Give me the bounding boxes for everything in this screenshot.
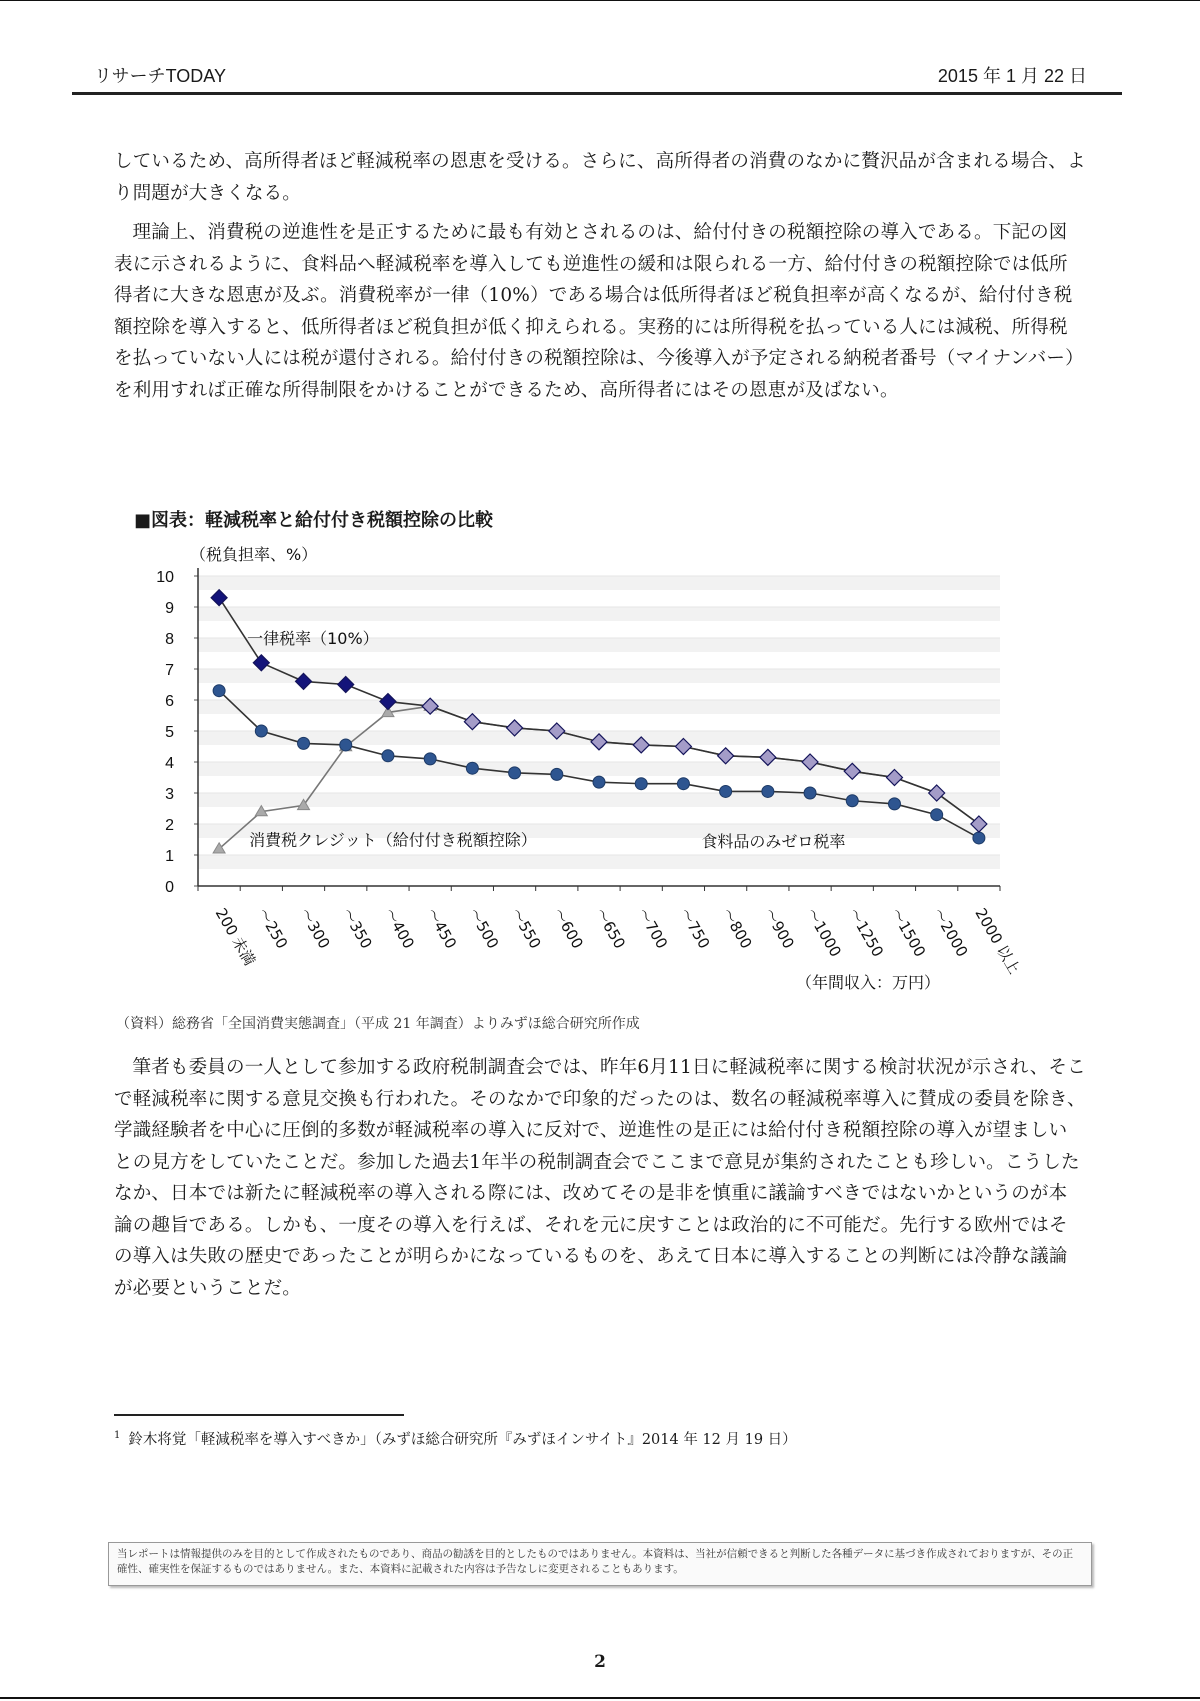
footnote-text: 鈴木将覚「軽減税率を導入すべきか」（みずほ総合研究所『みずほインサイト』2014 年 12 月 19 日） xyxy=(128,1432,797,1448)
line-chart xyxy=(140,540,1040,1000)
grid-band xyxy=(198,855,1000,869)
y-tick-label: 6 xyxy=(165,693,174,710)
data-point-circle xyxy=(593,776,605,788)
x-tick-label: ～2000 xyxy=(929,905,972,961)
page-header xyxy=(72,60,1122,92)
x-tick-label: ～1250 xyxy=(844,905,887,961)
x-tick-label: ～1000 xyxy=(802,905,845,961)
x-tick-label: ～250 xyxy=(253,905,292,952)
x-tick-label: ～350 xyxy=(338,905,376,952)
data-point-diamond xyxy=(464,714,480,730)
data-point-circle xyxy=(804,787,816,799)
data-point-diamond xyxy=(718,748,734,764)
data-point-circle xyxy=(255,725,267,737)
data-point-circle xyxy=(213,685,225,697)
data-point-circle xyxy=(888,798,900,810)
data-point-circle xyxy=(846,795,858,807)
x-tick-label: ～600 xyxy=(549,905,587,952)
grid-band xyxy=(198,607,1000,621)
data-point-circle xyxy=(340,739,352,751)
chart-annotation: 一律税率（10%） xyxy=(247,629,379,648)
x-tick-label: ～700 xyxy=(633,905,672,952)
data-point-circle xyxy=(382,750,394,762)
data-point-circle xyxy=(509,767,521,779)
x-tick-label: ～450 xyxy=(422,905,461,952)
data-point-circle xyxy=(551,768,563,780)
paragraph: しているため、高所得者ほど軽減税率の恩恵を受ける。さらに、高所得者の消費のなかに贅沢品が含まれる場合、より問題が大きくなる。 xyxy=(114,151,1086,204)
header-divider xyxy=(72,92,1122,95)
body-text-top xyxy=(114,146,1086,406)
x-axis-label: （年間収入：万円） xyxy=(795,973,940,992)
x-tick-label: ～750 xyxy=(675,905,714,952)
footnote xyxy=(114,1428,797,1449)
y-tick-label: 8 xyxy=(165,631,174,648)
y-tick-label: 9 xyxy=(165,600,174,617)
x-tick-label: ～550 xyxy=(507,905,545,952)
publication-name: リサーチTODAY xyxy=(94,66,226,86)
x-tick-label: 200 未満 xyxy=(211,905,259,969)
paragraph: 理論上、消費税の逆進性を是正するために最も有効とされるのは、給付付きの税額控除の導入である。下記の図表に示されるように、食料品へ軽減税率を導入しても逆進性の緩和は限られる一方、給付付きの税額控除では低所得者に大きな恩恵が及ぶ。消費税率が一律（10%）である場合は低所得者ほど税負担率が高くなるが、給付付き税額控除を導入すると、低所得者ほど税負担が低く抑えられる。実務的には所得税を払っている人には減税、所得税を払っていない人には税が還付される。給付付きの税額控除は、今後導入が予定される納税者番号（マイナンバー）を利用すれば正確な所得制限をかけることができるため、高所得者にはその恩恵が及ばない。 xyxy=(114,222,1084,401)
data-point-circle xyxy=(720,785,732,797)
top-border xyxy=(0,0,1200,1)
chart-annotation: 食料品のみゼロ税率 xyxy=(701,832,846,852)
footnote-number: 1 xyxy=(114,1430,121,1442)
x-tick-label: ～400 xyxy=(380,905,418,952)
chart-svg xyxy=(140,540,1040,1000)
data-point-circle xyxy=(635,778,647,790)
y-axis-label: （税負担率、%） xyxy=(190,545,318,564)
bottom-border xyxy=(0,1697,1200,1699)
grid-band xyxy=(198,576,1000,590)
publication-date: 2015 年 1 月 22 日 xyxy=(937,66,1087,86)
y-tick-label: 2 xyxy=(165,817,174,834)
paragraph: 筆者も委員の一人として参加する政府税制調査会では、昨年6月11日に軽減税率に関する検討状況が示され、そこで軽減税率に関する意見交換も行われた。そのなかで印象的だったのは、数名の軽減税率導入に賛成の委員を除き、学識経験者を中心に圧倒的多数が軽減税率の導入に反対で、逆進性の是正には給付付き税額控除の導入が望ましいとの見方をしていたことだ。参加した過去1年半の税制調査会でここまで意見が集約されたことも珍しい。こうしたなか、日本では新たに軽減税率の導入される際には、改めてその是非を慎重に議論すべきではないかというのが本論の趣旨である。しかも、一度その導入を行えば、それを元に戻すことは政治的に不可能だ。先行する欧州ではその導入は失敗の歴史であったことが明らかになっているものを、あえて日本に導入することの判断には冷静な議論が必要ということだ。 xyxy=(114,1057,1086,1299)
y-tick-label: 1 xyxy=(165,848,174,865)
figure-title: ■図表：軽減税率と給付付き税額控除の比較 xyxy=(134,510,494,531)
data-point-circle xyxy=(762,785,774,797)
x-tick-label: ～800 xyxy=(718,905,756,952)
data-point-circle xyxy=(466,762,478,774)
data-point-circle xyxy=(677,778,689,790)
x-tick-label: 2000 以上 xyxy=(971,905,1024,978)
y-tick-label: 10 xyxy=(156,569,174,586)
y-tick-label: 7 xyxy=(165,662,174,679)
data-point-diamond xyxy=(253,655,269,671)
y-tick-label: 4 xyxy=(165,755,174,772)
data-point-circle xyxy=(298,737,310,749)
page-number: 2 xyxy=(594,1652,606,1672)
disclaimer-box: 当レポートは情報提供のみを目的として作成されたものであり、商品の勧誘を目的としたものではありません。本資料は、当社が信頼できると判断した各種データに基づき作成されておりますが、その正確性、確実性を保証するものではありません。また、本資料に記載された内容は予告なしに変更されることもあります。 xyxy=(108,1542,1092,1586)
figure-source: （資料）総務省「全国消費実態調査」（平成 21 年調査）よりみずほ総合研究所作成 xyxy=(116,1016,640,1032)
y-tick-label: 5 xyxy=(165,724,174,741)
grid-band xyxy=(198,700,1000,714)
y-tick-label: 3 xyxy=(165,786,174,803)
data-point-circle xyxy=(931,809,943,821)
data-point-diamond xyxy=(211,590,227,606)
footnote-divider xyxy=(114,1414,404,1416)
data-point-circle xyxy=(424,753,436,765)
chart-annotation: 消費税クレジット（給付付き税額控除） xyxy=(249,830,537,850)
x-tick-label: ～300 xyxy=(296,905,334,952)
body-text-bottom xyxy=(114,1052,1086,1304)
x-tick-label: ～1500 xyxy=(887,905,930,961)
grid-band xyxy=(198,669,1000,683)
y-tick-label: 0 xyxy=(165,879,174,896)
grid-band xyxy=(198,793,1000,807)
x-tick-label: ～900 xyxy=(760,905,798,952)
data-point-circle xyxy=(973,832,985,844)
grid-band xyxy=(198,762,1000,776)
x-tick-label: ～500 xyxy=(464,905,503,952)
x-tick-label: ～650 xyxy=(591,905,629,952)
